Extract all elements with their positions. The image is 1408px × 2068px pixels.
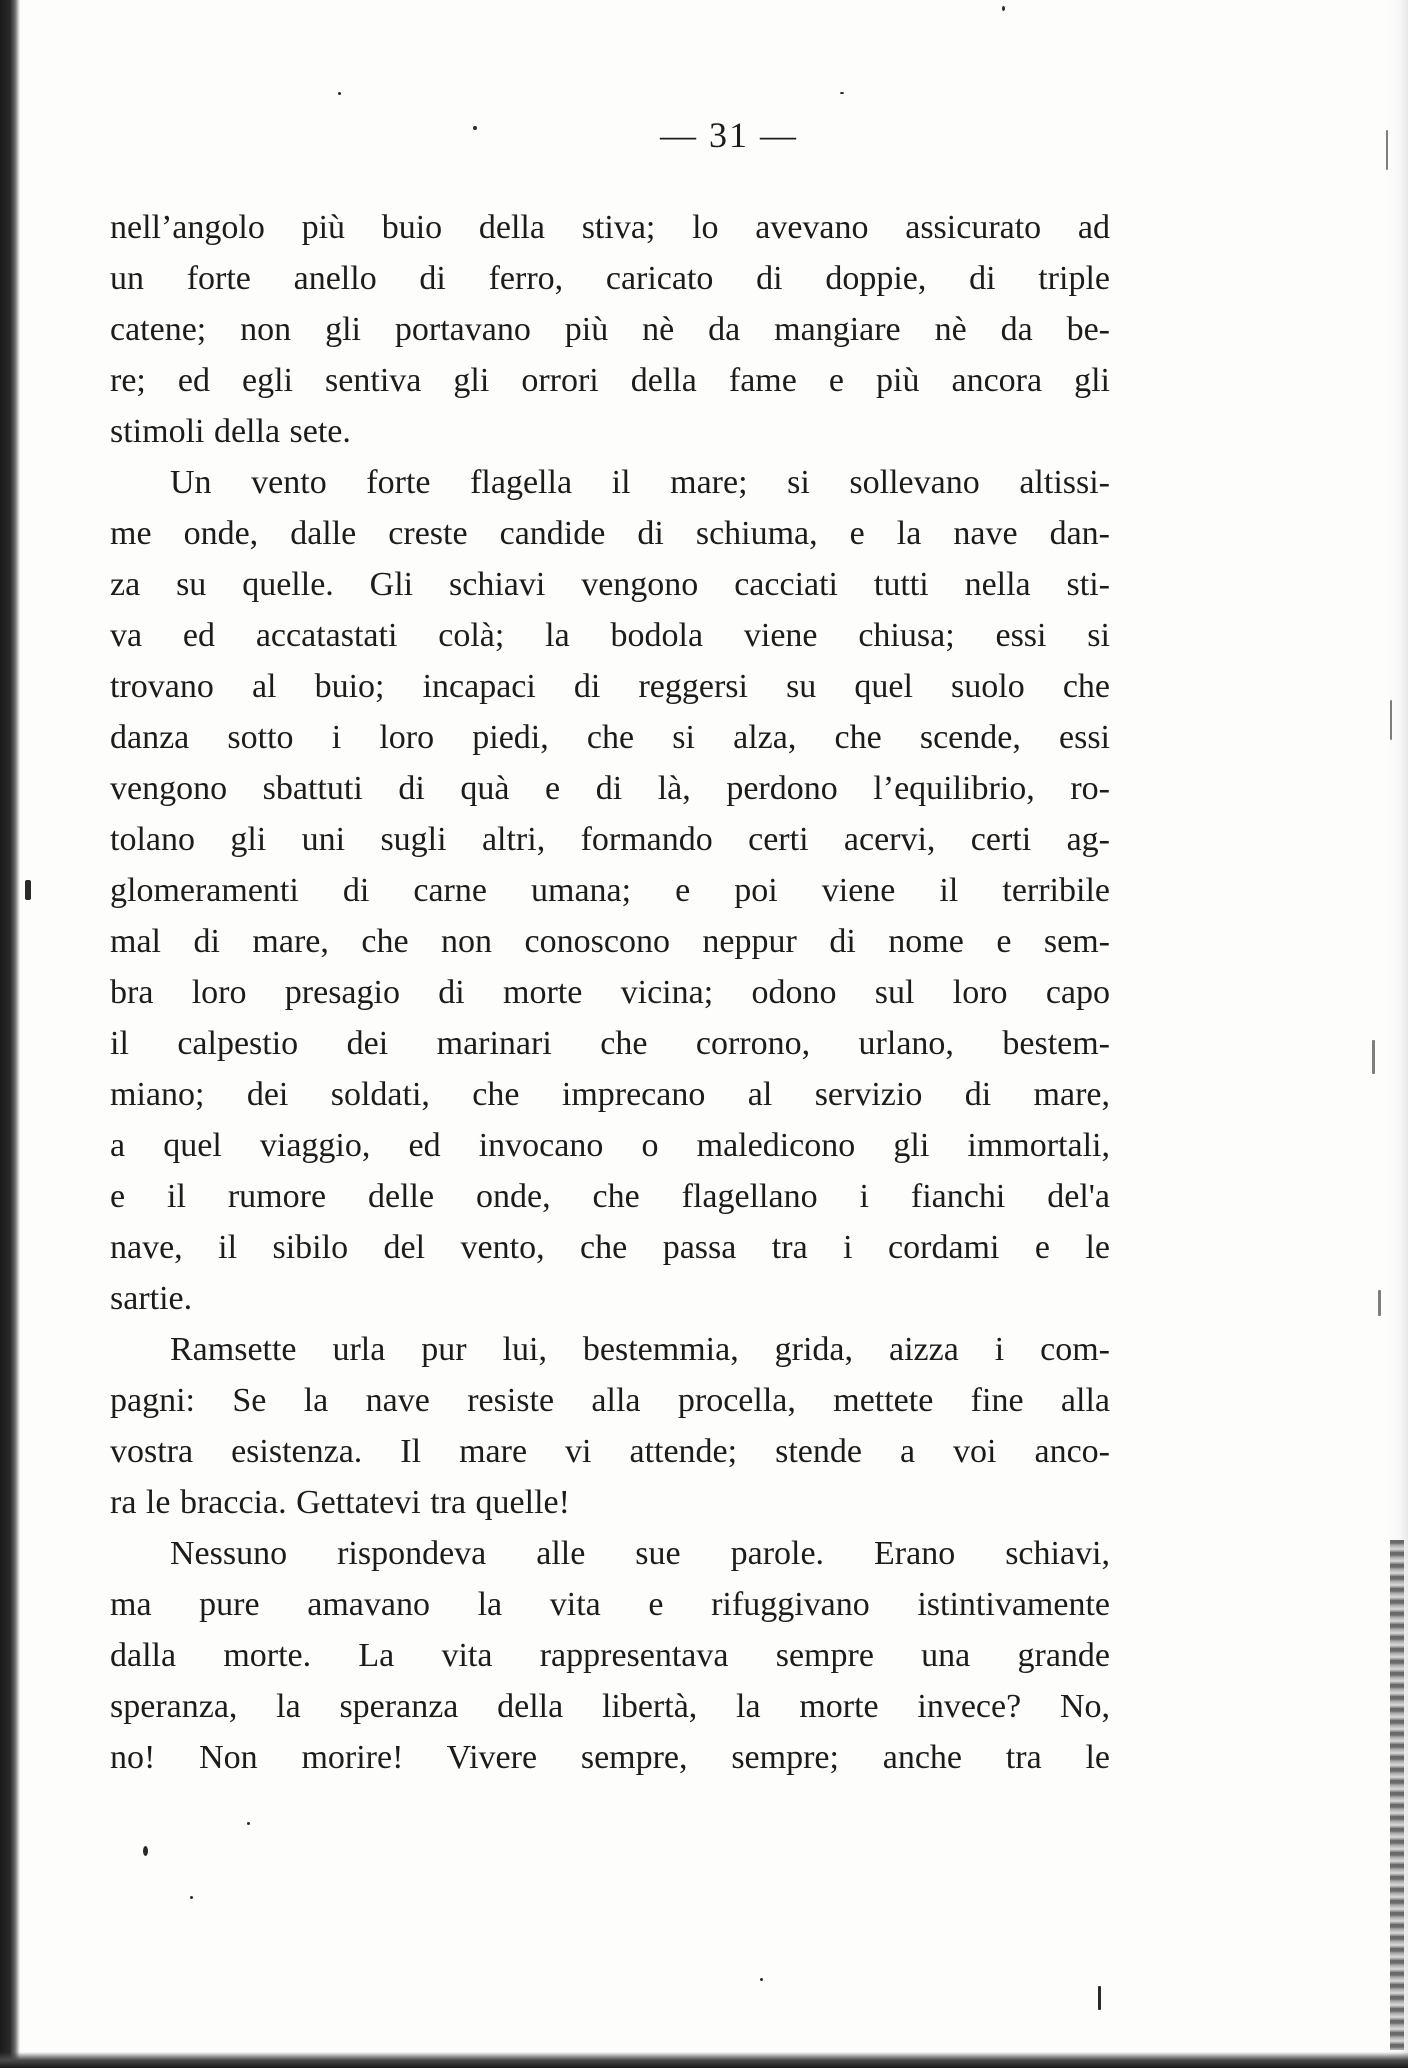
- text-line: miano; dei soldati, che imprecano al servizio di mare,: [110, 1076, 1110, 1113]
- text-line: sartie.: [110, 1280, 193, 1317]
- paragraph: [110, 1528, 1110, 1783]
- text-line: no! Non morire! Vivere sempre, sempre; anche tra le: [110, 1739, 1110, 1776]
- text-line: tolano gli uni sugli altri, formando certi acervi, certi ag-: [110, 821, 1110, 858]
- text-line: un forte anello di ferro, caricato di doppie, di triple: [110, 260, 1110, 297]
- text-line: danza sotto i loro piedi, che si alza, che scende, essi: [110, 719, 1110, 756]
- text-line: ma pure amavano la vita e rifuggivano istintivamente: [110, 1586, 1110, 1623]
- text-line: dalla morte. La vita rappresentava sempre una grande: [110, 1637, 1110, 1674]
- text-line: e il rumore delle onde, che flagellano i fianchi del'a: [110, 1178, 1110, 1215]
- scan-speck: [840, 92, 844, 94]
- scan-speck: [247, 1822, 250, 1825]
- text-line: nell’angolo più buio della stiva; lo avevano assicurato ad: [110, 209, 1110, 246]
- scan-speck: [760, 1978, 763, 1981]
- text-line: za su quelle. Gli schiavi vengono cacciati tutti nella sti-: [110, 566, 1110, 603]
- paragraph: [110, 202, 1110, 457]
- text-line: catene; non gli portavano più nè da mangiare nè da be-: [110, 311, 1110, 348]
- text-line: trovano al buio; incapaci di reggersi su quel suolo che: [110, 668, 1110, 705]
- text-line: vostra esistenza. Il mare vi attende; stende a voi anco-: [110, 1433, 1110, 1470]
- text-line: vengono sbattuti di quà e di là, perdono l’equilibrio, ro-: [110, 770, 1110, 807]
- scan-speck: [25, 880, 31, 900]
- text-line: mal di mare, che non conoscono neppur di nome e sem-: [110, 923, 1110, 960]
- text-line: re; ed egli sentiva gli orrori della fame e più ancora gli: [110, 362, 1110, 399]
- text-line: speranza, la speranza della libertà, la morte invece? No,: [110, 1688, 1110, 1725]
- text-line: Ramsette urla pur lui, bestemmia, grida, aizza i com-: [170, 1331, 1110, 1368]
- text-line: me onde, dalle creste candide di schiuma, e la nave dan-: [110, 515, 1110, 552]
- text-line: va ed accatastati colà; la bodola viene chiusa; essi si: [110, 617, 1110, 654]
- page-number: — 31 —: [660, 115, 798, 155]
- text-line: stimoli della sete.: [110, 413, 351, 450]
- text-line: il calpestio dei marinari che corrono, urlano, bestem-: [110, 1025, 1110, 1062]
- scan-speck: [190, 1896, 193, 1899]
- text-line: ra le braccia. Gettatevi tra quelle!: [110, 1484, 570, 1521]
- text-line: pagni: Se la nave resiste alla procella, mettete fine alla: [110, 1382, 1110, 1419]
- scan-speck: [1002, 6, 1005, 11]
- text-line: glomeramenti di carne umana; e poi viene il terribile: [110, 872, 1110, 909]
- left-binding-shadow: [0, 0, 20, 2068]
- scan-speck: [143, 1846, 148, 1856]
- paragraph: [110, 457, 1110, 1324]
- body-text: [110, 202, 1110, 1783]
- bottom-binding-shadow: [0, 2052, 1408, 2068]
- text-line: nave, il sibilo del vento, che passa tra i cordami e le: [110, 1229, 1110, 1266]
- scan-speck: [1098, 1986, 1101, 2010]
- scan-speck: [1390, 700, 1392, 740]
- text-line: Nessuno rispondeva alle sue parole. Erano schiavi,: [170, 1535, 1110, 1572]
- right-edge-speckle: [1390, 1540, 1404, 2050]
- scan-speck: [1378, 1290, 1381, 1316]
- text-line: Un vento forte flagella il mare; si sollevano altissi-: [170, 464, 1110, 501]
- paragraph: [110, 1324, 1110, 1528]
- text-line: a quel viaggio, ed invocano o maledicono gli immortali,: [110, 1127, 1110, 1164]
- scan-speck: [338, 92, 341, 95]
- text-line: bra loro presagio di morte vicina; odono sul loro capo: [110, 974, 1110, 1011]
- scan-speck: [1372, 1040, 1375, 1074]
